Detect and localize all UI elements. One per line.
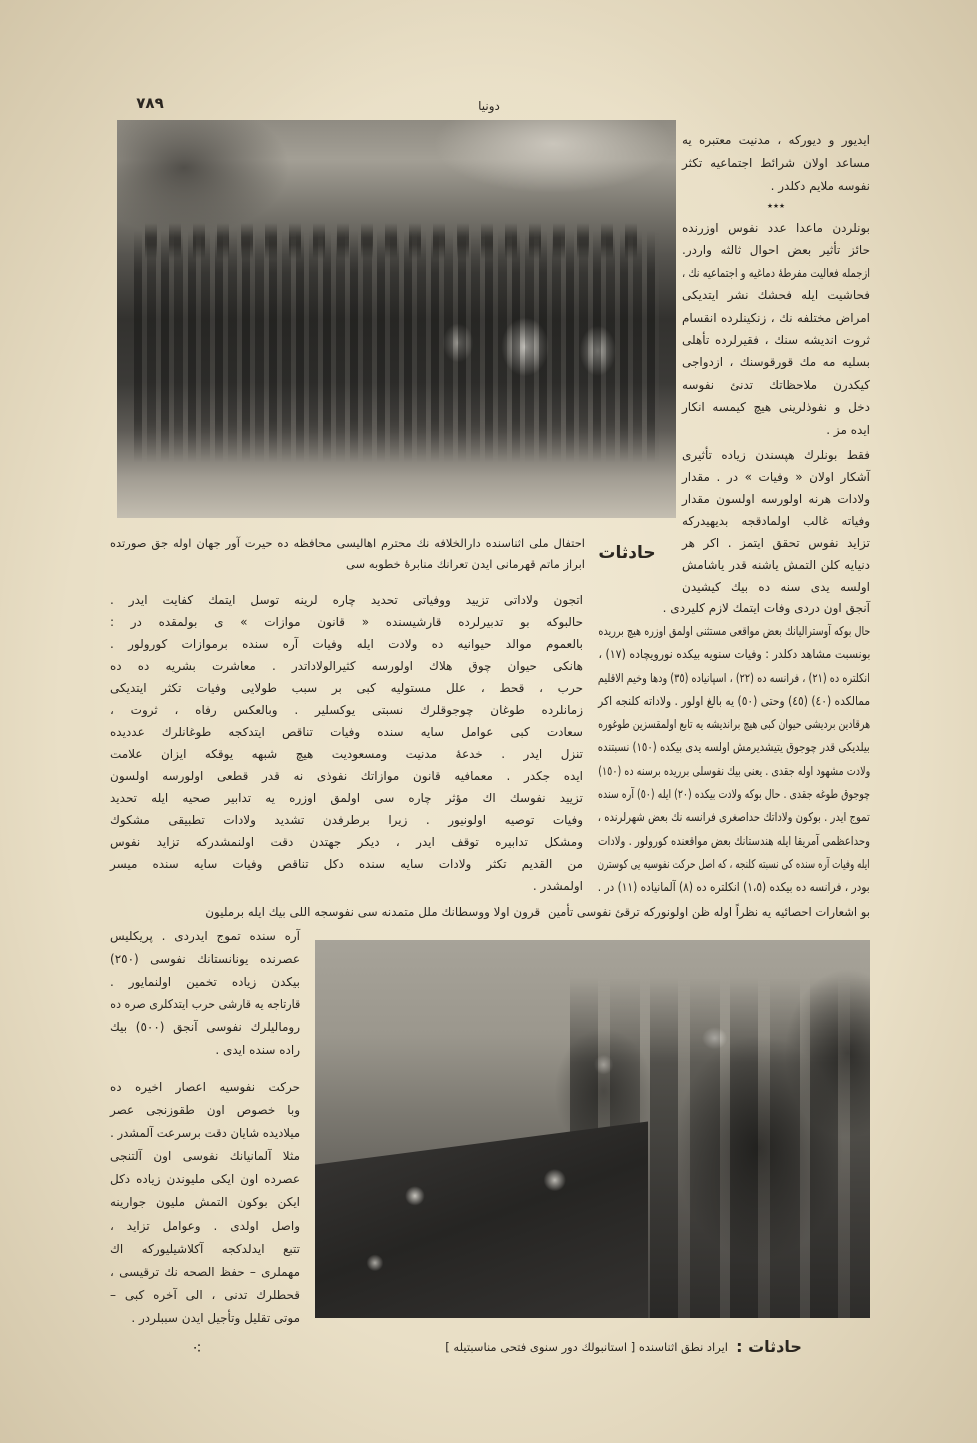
- top-photo-caption: [110, 533, 585, 575]
- right-wide-paragraph: [598, 620, 870, 900]
- text-line-content: وبا خصوص اون طقوزنجى عصر: [110, 1103, 300, 1118]
- text-line: [110, 611, 583, 633]
- text-line-content: اولسه يدى سنه ده بيك كيشيدن: [682, 580, 870, 594]
- text-line-content: قرون اولا ووسطانك ملل متمدنه سى نفوسجه اللى بيك ايله برمليون: [205, 905, 540, 919]
- text-line: [110, 1191, 300, 1214]
- text-line: [110, 1261, 300, 1284]
- text-line: [110, 633, 583, 655]
- text-line-content: تزايد نفوس تحقق ايتمز . اكر هر: [682, 536, 870, 550]
- text-line-content: مساعد اولان شرائط اجتماعيه تكثر: [682, 156, 870, 170]
- text-line-content: وفياته غالب اولمادقجه بديهيدركه: [682, 514, 870, 528]
- text-line: [682, 374, 870, 396]
- text-line: [110, 1039, 300, 1062]
- text-line-content: تنزل ايدر . خدعهٔ مدنيت ومسعوديت هيچ شبهه يوقكه ايزان علامت: [110, 747, 583, 761]
- text-line: [110, 925, 300, 948]
- text-line-content: واصل اولدى . وعوامل تزايد ،: [110, 1218, 300, 1233]
- text-line-content: آشكار اولان « وفيات » در . مقدار: [682, 470, 870, 484]
- top-photo-caption-label: حادثات: [598, 543, 656, 563]
- bottom-photo-caption: [372, 1336, 728, 1358]
- right-column-paragraph-3: [682, 444, 870, 598]
- text-line-content: بيكدن زياده تخمين اولنمايور .: [110, 974, 300, 989]
- text-line: [682, 217, 870, 239]
- text-line: [110, 971, 300, 994]
- text-line-content: ميلاديده شايان دقت برسرعت آلمشدر .: [110, 1126, 300, 1141]
- text-line-content: قحطلرك تدنى ، الى آخره كبى –: [110, 1287, 300, 1302]
- text-line: [682, 284, 870, 306]
- text-line: [110, 1076, 300, 1099]
- text-line-content: تموج ايدر . بوكون ولاداتك حداصغرى فرانسه نك بعض شهرلرنده ،: [598, 810, 870, 825]
- text-line-content: عصرنده يونانستانك نفوسى (٢٥٠): [110, 951, 300, 966]
- text-line: [110, 677, 583, 699]
- text-line-content: انكلتره ده (٢١) ، فرانسه ده (٢٢) ، اسپانياده (٣٥) ودها وخيم الاقليم: [598, 670, 870, 685]
- text-line: [682, 329, 870, 351]
- text-line: [682, 466, 870, 488]
- left-narrow-paragraph-2: [110, 1076, 300, 1330]
- right-column-closing-line: [548, 901, 870, 924]
- right-column-paragraph-1: [682, 129, 870, 198]
- text-line: [590, 597, 870, 619]
- text-line: [110, 1168, 300, 1191]
- text-line-content: موتى تقليل وتأجيل ايدن سببلردر .: [131, 1310, 300, 1325]
- text-line: [682, 532, 870, 554]
- text-line: [598, 783, 870, 806]
- text-line: [205, 901, 540, 924]
- text-line: [110, 1215, 300, 1238]
- text-line: [110, 765, 583, 787]
- text-line: [598, 853, 870, 876]
- text-line: [682, 262, 870, 284]
- text-line-content: ايده جكدر . معمافيه قانون موازاتك نفوذى نه قدر قطعى اولورسه اولسون: [110, 769, 583, 783]
- text-line-content: دخل و نفوذلرينى هيچ كيمسه انكار: [682, 400, 870, 415]
- text-line-content: بسليه مه مك قورقوسنك ، ازدواجى: [682, 355, 870, 370]
- text-line-content: ابراز ماتم قهرمانى ايدن تعرانك منابرهٔ خطوبه سى: [345, 557, 585, 571]
- photo-crowd-layer: [134, 231, 659, 462]
- text-line-content: بونسبت مشاهد دكلدر : وفيات سنويه بيكده نورويچاده (١٧) ،: [598, 647, 870, 662]
- text-line-content: آره سنده تموج ايدردى . پريكليس: [110, 929, 300, 943]
- text-line-content: نفوسه ملايم دكلدر .: [770, 179, 870, 193]
- text-line-content: مهملرى – حفظ الصحه نك ترقيسى ،: [110, 1264, 300, 1279]
- text-line: [598, 643, 870, 666]
- text-line-content: عصرده اون ايكى مليوندن زياده دكل: [110, 1172, 300, 1187]
- text-line-content: فقط بونلرك هپسندن زياده تأثيرى: [682, 448, 870, 462]
- bottom-photo-caption-label: حادثات :: [736, 1337, 802, 1356]
- end-ornament: ⁖: [192, 1339, 202, 1358]
- text-line-content: من القديم تكثر ولادات سايه سنده دكل تناقص وفيات سايه سنده ميسر: [110, 857, 583, 871]
- text-line: [110, 1016, 300, 1039]
- text-line: [110, 787, 583, 809]
- bottom-photo: [315, 940, 870, 1318]
- text-line: [110, 809, 583, 831]
- text-line: [682, 307, 870, 329]
- text-line-content: وحداعظمى آمريقا ايله هندستانك بعض مواقعنده كورولور . ولادات: [598, 833, 870, 848]
- text-line-content: ايكن بوكون التمش مليون جوارينه: [110, 1195, 300, 1210]
- section-separator: ٭٭٭: [767, 199, 785, 212]
- text-line-content: زمانلرده طوغان چوجوقلرك نسبتى يوكسلير . وبالعكس رفاه ، ثروت ،: [110, 703, 583, 717]
- text-line-content: قارتاجه يه قارشى حرب ايتدكلرى صره ده: [110, 997, 300, 1012]
- text-line: [110, 533, 585, 554]
- text-line: [682, 510, 870, 532]
- text-line-content: وفيات توصيه اولونيور . زيرا برطرفدن تشديد ولادات تطبيقى مشكوك: [110, 813, 583, 827]
- text-line-content: ايديور و ديوركه ، مدنيت معتبره يه: [682, 133, 870, 147]
- top-photo: [117, 120, 676, 518]
- text-line: [598, 830, 870, 853]
- text-line: [110, 1122, 300, 1145]
- text-line-content: حال بوكه آوستراليانك بعض مواقعى مستثنى اولمق اوزره هيچ برريده: [598, 624, 870, 638]
- text-line: [110, 1284, 300, 1307]
- text-line-content: احتفال ملى اثناسنده دارالخلافه نك محترم اهاليسى محافظه ده حيرت آور جهان اوله جق صورتده: [110, 536, 585, 550]
- text-line: [548, 901, 870, 924]
- text-line-content: ايده مز .: [826, 422, 870, 437]
- text-line-content: هانكى حيوان چوق هلاك اولورسه كثيرالولاداتدر . معاشرت بشريه ده ده: [110, 659, 583, 673]
- text-line-content: بونلردن ماعدا عدد نفوس اوزرنده: [682, 221, 870, 235]
- text-line: [682, 129, 870, 152]
- text-line-content: ولادات هرنه اولورسه اولسون مقدار: [682, 492, 870, 506]
- text-line: [598, 736, 870, 759]
- text-line-content: كيكدرن ملاحظاتك تدنئ نفوسه: [682, 377, 870, 392]
- text-line-content: اتجون ولاداتى تزييد ووفياتى تحديد چاره لرينه توسل ايتمك كفايت ايدر .: [110, 593, 583, 607]
- text-line: [682, 576, 870, 598]
- text-line-content: حركت نفوسيه اعصار اخيره ده: [110, 1080, 300, 1094]
- text-line: [682, 444, 870, 466]
- text-line: [598, 760, 870, 783]
- text-line-content: تتبع ايدلدكجه آكلاشيليوركه اك: [110, 1241, 300, 1256]
- text-line: [110, 589, 583, 611]
- text-line: [682, 239, 870, 261]
- text-line-content: بودر ، فرانسه ده بيكده (١،٥) انكلتره ده (٨) آلمانياده (١١) در .: [598, 880, 870, 895]
- text-line: [110, 993, 300, 1016]
- text-line: [110, 699, 583, 721]
- text-line-content: ايله وفيات آره سنده كى نسبته كلنجه ، كه اصل حركت نفوسيه يى كوسترن: [598, 856, 870, 871]
- text-line: [598, 806, 870, 829]
- right-column-paragraph-2: [682, 217, 870, 441]
- text-line-content: سعادت كبى عوامل سايه سنده وفيات تناقص ايتدكجه طوغانلرك عدديده: [110, 725, 583, 739]
- page-number: ٧٨٩: [136, 94, 164, 112]
- text-line: [598, 620, 870, 643]
- text-line: [110, 721, 583, 743]
- text-line: [682, 175, 870, 198]
- text-line: [110, 1307, 300, 1330]
- text-line-content: حائز تأثير بعض احوال ثالثه واردر.: [682, 243, 870, 258]
- text-line-content: راده سنده ايدى .: [215, 1042, 300, 1057]
- text-line-content: تزييد نفوسك اك مؤثر چاره سى اولمق اوزره يه تدابير صحيه ايله تحديد: [110, 791, 583, 805]
- text-line-content: ولادت مشهود اوله جقدى . يعنى بيك نفوسلى برريده برسنه ده (١٥٠): [598, 763, 870, 778]
- photo-flag-layer: [315, 1121, 648, 1318]
- text-line: [682, 554, 870, 576]
- text-line: [682, 488, 870, 510]
- text-line-content: آنجق اون دردى وفات ايتمك لازم كليردى .: [662, 601, 870, 615]
- text-line: [682, 152, 870, 175]
- text-line: [110, 1145, 300, 1168]
- text-line: [682, 419, 870, 441]
- text-line-content: حرب ، قحط ، علل مستوليه كبى بر سبب طولايى وفيات تكثر ايتديكى: [110, 681, 583, 695]
- text-line: [598, 690, 870, 713]
- text-line-content: بو اشعارات احصائيه يه نظراً اوله ظن اولونوركه ترقئ نفوسى تأمين: [548, 905, 870, 919]
- text-line: [110, 743, 583, 765]
- text-line-content: هرقادين برديشى حيوان كبى هيچ برانديشه يه تابع اولمقسزين طوغوره: [598, 717, 870, 732]
- text-line-content: بيلديكى قدر چوجوق يتيشديرمش اولسه يدى بيكده (١٥٠) نسبتنده: [598, 740, 870, 755]
- text-line: [682, 351, 870, 373]
- text-line-content: مثلا آلمانيانك نفوسى اون آلتنجى: [110, 1149, 300, 1164]
- text-line-content: فحاشيت ايله فحشك نشر ايتديكى: [682, 288, 870, 303]
- text-line: [682, 396, 870, 418]
- text-line-content: دنيايه كلن التمش ياشنه قدر ياشامش: [682, 558, 870, 572]
- text-line: [372, 1336, 728, 1358]
- text-line-content: چوجوق طوغه جقدى . حال بوكه ولادت بيكده (٢٠) ايله (٥٠) آره سنده: [598, 787, 870, 802]
- text-line-content: ممالكده (٤٠) (٤٥) وحتى (٥٠) يه بالغ اولور . ولاداته كلنجه اكر: [598, 693, 870, 708]
- text-line-content: ايراد نطق اثناسنده [ استانبولك دور سنوى فتحى مناسبتيله ]: [445, 1340, 728, 1354]
- left-wide-paragraph: [110, 589, 583, 897]
- left-narrow-paragraph-1: [110, 925, 300, 1062]
- text-line-content: حالبوكه بو تدبيرلرده قارشيسنده « قانون موازات » ى بولمقده در :: [110, 615, 583, 629]
- text-line: [598, 876, 870, 899]
- text-line: [110, 1099, 300, 1122]
- text-line: [598, 713, 870, 736]
- text-line-content: ثروت انديشه سنك ، فقيرلرده تأهلى: [682, 332, 870, 347]
- left-column-opening-line: [205, 901, 540, 924]
- text-line: [110, 875, 583, 897]
- text-line-content: بالعموم موالد حيوانيه ده ولادت ايله وفيات آره سنده برموازات كورولور .: [110, 637, 583, 651]
- right-column-paragraph-3-end: [590, 597, 870, 619]
- text-line: [110, 831, 583, 853]
- running-title: دونيا: [478, 99, 500, 113]
- text-line-content: ازجمله فعاليت مفرطهٔ دماغيه و اجتماعيه نك ،: [682, 265, 870, 280]
- text-line: [110, 554, 585, 575]
- text-line: [110, 655, 583, 677]
- text-line: [598, 667, 870, 690]
- text-line-content: امراض مختلفه نك ، زنكينلرده انقسام: [682, 310, 870, 325]
- text-line-content: ومشكل تدابيره توقف ايدر ، ديكر جهتدن دقت اولنمشدركه تزايد نفوس: [110, 835, 583, 849]
- text-line-content: اولمشدر .: [532, 879, 583, 893]
- text-line: [110, 1238, 300, 1261]
- text-line-content: روماليلرك نفوسى آنجق (٥٠٠) بيك: [110, 1020, 301, 1035]
- text-line: [110, 948, 300, 971]
